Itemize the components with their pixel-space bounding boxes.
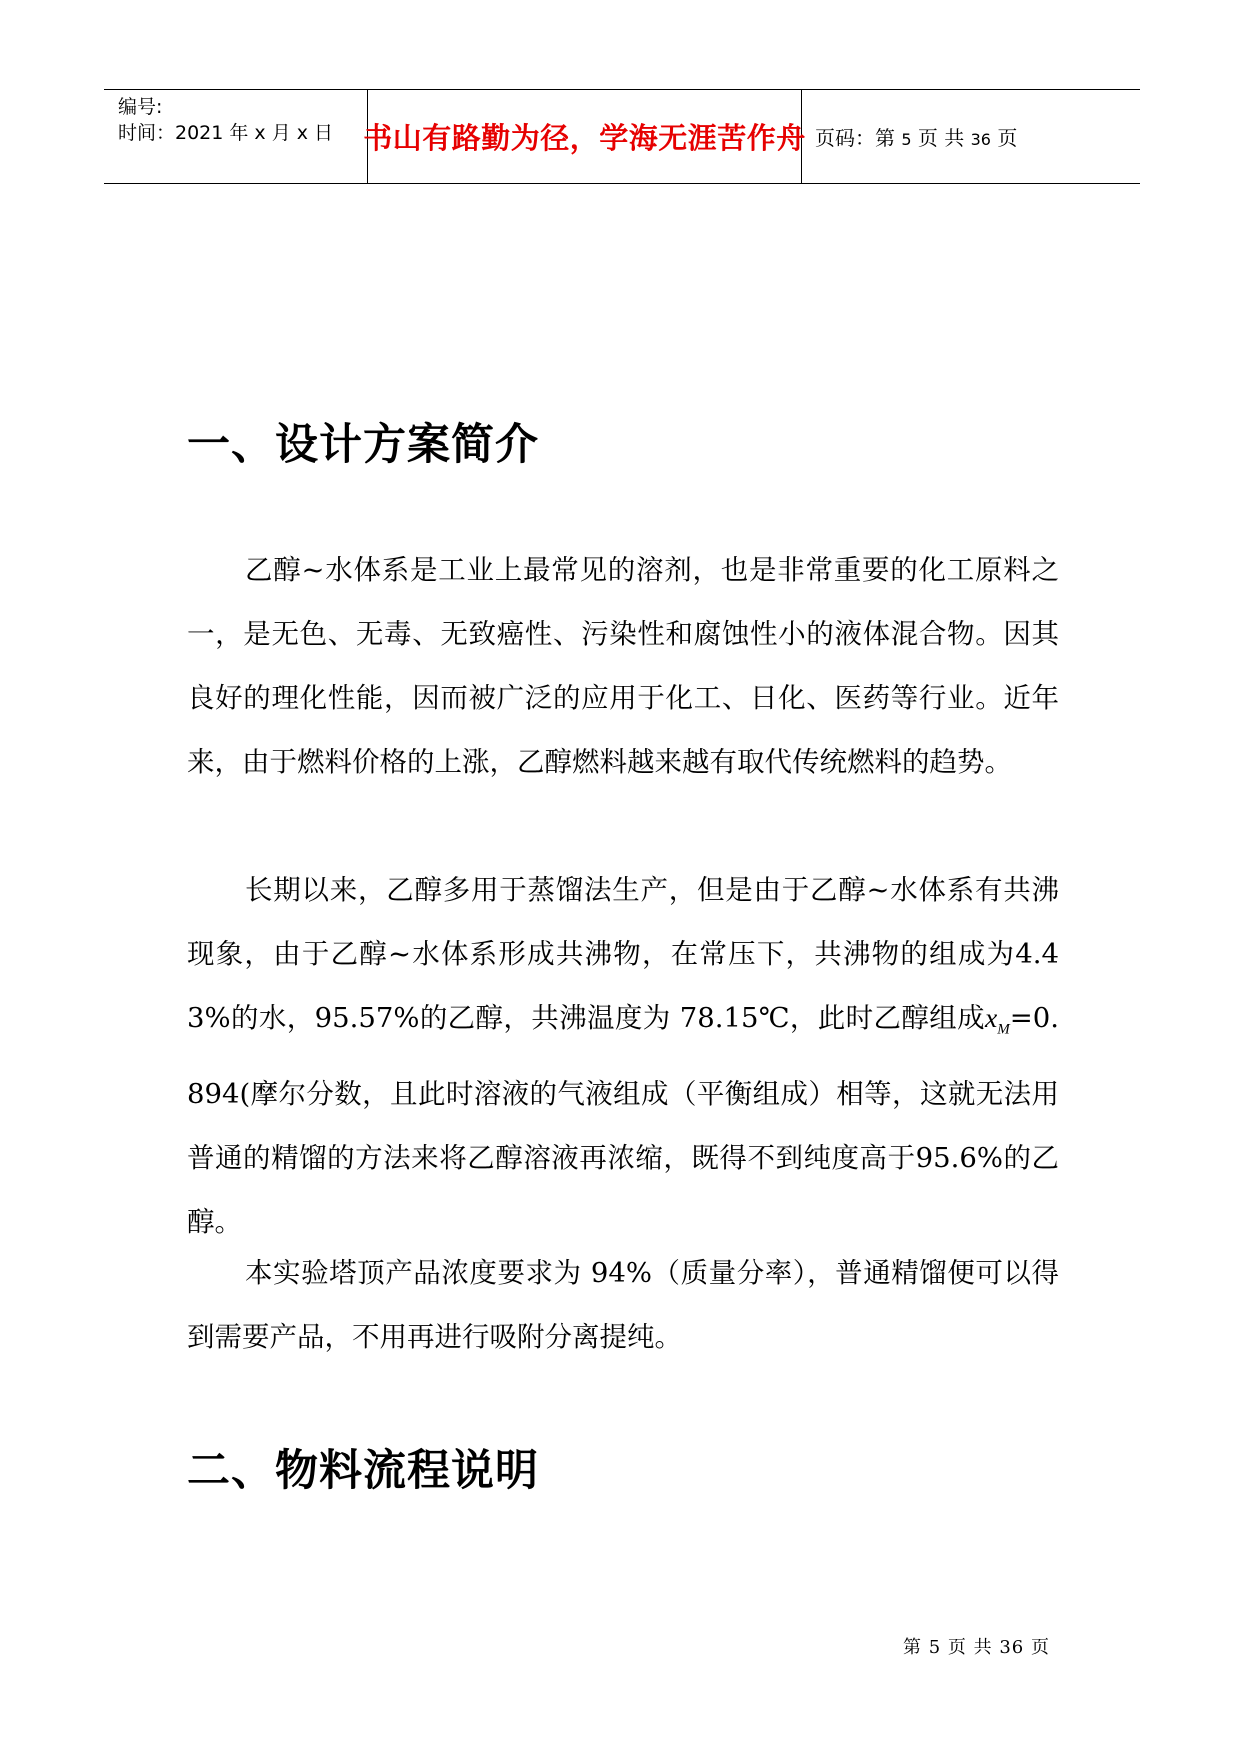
page-prefix: 页码：第	[815, 126, 895, 150]
paragraph-3: 本实验塔顶产品浓度要求为 94%（质量分率），普通精馏便可以得到需要产品，不用再进行吸附分离提纯。	[187, 1257, 1059, 1353]
math-var-subscript: M	[997, 1021, 1010, 1038]
date-text: 时间：2021 年 x 月 x 日	[118, 122, 334, 144]
paragraph-2-text-b: =0.894(摩尔分数，且此时溶液的气液组成（平衡组成）相等，这就无法用普通的精馏的方法来将乙醇溶液再浓缩，既得不到纯度高于95.6%的乙醇。	[187, 1002, 1059, 1238]
header-motto-cell	[363, 90, 806, 183]
page-footer: 第 5 页 共 36 页	[903, 1637, 1050, 1658]
page-current: 5	[901, 130, 912, 149]
motto-text: 书山有路勤为径，学海无涯苦作舟	[363, 121, 806, 155]
math-variable	[985, 1002, 1010, 1038]
page-total: 36	[970, 130, 991, 149]
page-mid: 页 共	[917, 126, 965, 150]
paragraph-1: 乙醇~水体系是工业上最常见的溶剂，也是非常重要的化工原料之一，是无色、无毒、无致癌性、污染性和腐蚀性小的液体混合物。因其良好的理化性能，因而被广泛的应用于化工、日化、医药等行业。近年来，由于燃料价格的上涨，乙醇燃料越来越有取代传统燃料的趋势。	[187, 554, 1059, 778]
math-var: x	[985, 1002, 998, 1033]
section-heading-1: 一、设计方案简介	[187, 420, 539, 470]
header-page-cell	[802, 90, 1140, 183]
page-suffix: 页	[997, 126, 1018, 150]
page-indicator	[815, 122, 1017, 151]
section-heading-2: 二、物料流程说明	[187, 1446, 539, 1496]
paragraph-2	[187, 858, 1059, 1254]
paragraph-2-text-a: 长期以来，乙醇多用于蒸馏法生产，但是由于乙醇~水体系有共沸现象，由于乙醇~水体系形成共沸物，在常压下，共沸物的组成为4.43%的水，95.57%的乙醇，共沸温度为 78.15℃，此时乙醇组成	[187, 874, 1059, 1034]
page-header	[104, 89, 1140, 184]
code-label: 编号:	[118, 96, 163, 118]
header-info-cell	[104, 90, 368, 183]
